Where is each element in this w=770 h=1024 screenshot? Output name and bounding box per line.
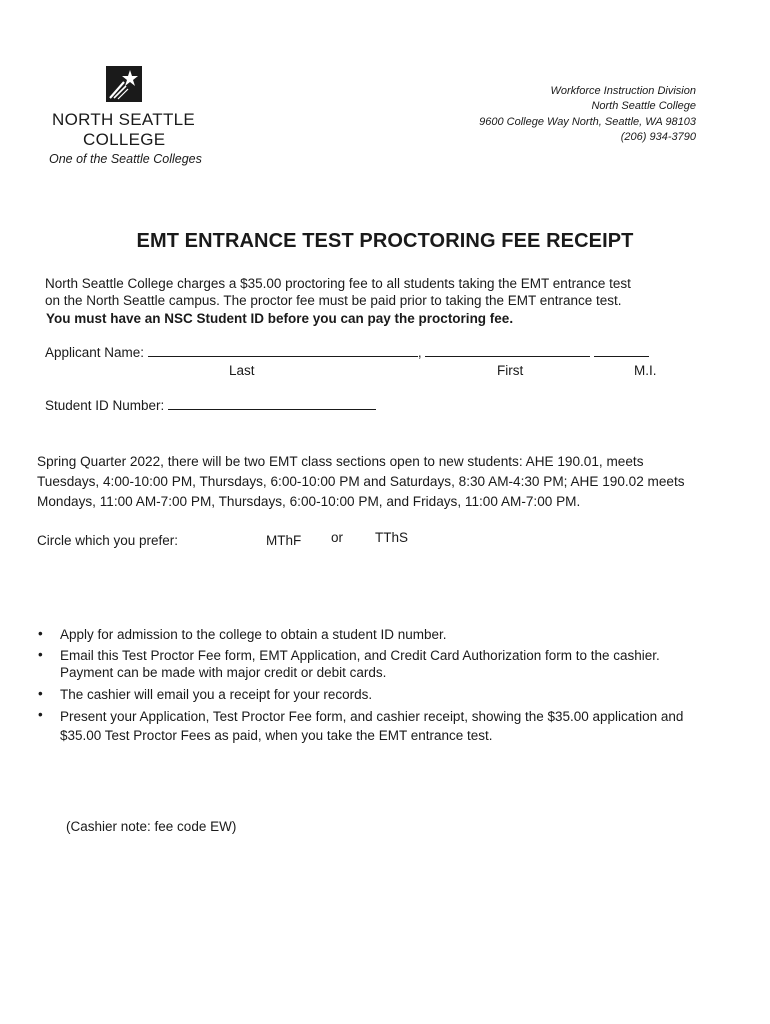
last-name-field[interactable]	[148, 345, 418, 357]
schedule-line3: Mondays, 11:00 AM-7:00 PM, Thursdays, 6:00-10:00 PM, and Fridays, 11:00 AM-7:00 PM.	[37, 494, 581, 509]
address-phone: (206) 934-3790	[620, 131, 696, 143]
logo-line1: NORTH SEATTLE	[52, 110, 196, 129]
bullet-icon: •	[38, 707, 43, 722]
last-label: Last	[229, 363, 255, 378]
bullet-icon: •	[38, 686, 43, 701]
first-label: First	[497, 363, 524, 378]
student-id-label: Student ID Number:	[45, 398, 165, 413]
bullet-item-2: Email this Test Proctor Fee form, EMT Application, and Credit Card Authorization form to the cashier. Payment can be made with major credit or debit cards.	[60, 648, 660, 680]
bullet-item-4: Present your Application, Test Proctor Fee form, and cashier receipt, showing the $35.00 application and $35.00 Test Proctor Fees as paid, when you take the EMT entrance test.	[60, 709, 684, 743]
bullet-icon: •	[38, 647, 43, 662]
bullet-item-3: The cashier will email you a receipt for your records.	[60, 687, 373, 702]
starburst-logo-icon	[106, 66, 142, 102]
middle-initial-field[interactable]	[594, 345, 649, 357]
intro-line1: North Seattle College charges a $35.00 proctoring fee to all students taking the EMT entrance test	[45, 276, 631, 291]
bullet-icon: •	[38, 626, 43, 641]
address-division: Workforce Instruction Division	[550, 85, 696, 97]
student-id-row	[45, 398, 376, 413]
schedule-line2: Tuesdays, 4:00-10:00 PM, Thursdays, 6:00-10:00 PM and Saturdays, 8:30 AM-4:30 PM; AHE 190.02 meets	[37, 474, 685, 489]
cashier-note: (Cashier note: fee code EW)	[66, 819, 237, 834]
name-comma: ,	[417, 345, 422, 360]
option-or: or	[331, 530, 344, 545]
address-college: North Seattle College	[591, 100, 696, 112]
address-street: 9600 College Way North, Seattle, WA 98103	[479, 116, 696, 128]
option-mthf[interactable]: MThF	[266, 533, 302, 548]
logo-line2: COLLEGE	[83, 130, 166, 149]
applicant-name-label: Applicant Name:	[45, 345, 145, 360]
bullet-item-1: Apply for admission to the college to obtain a student ID number.	[60, 627, 447, 642]
intro-line3: You must have an NSC Student ID before you can pay the proctoring fee.	[46, 311, 514, 326]
applicant-name-row	[45, 345, 649, 360]
option-tths[interactable]: TThS	[375, 530, 409, 545]
schedule-line1: Spring Quarter 2022, there will be two EMT class sections open to new students: AHE 190.01, meets	[37, 454, 644, 469]
mi-label: M.I.	[634, 363, 657, 378]
intro-line2: on the North Seattle campus. The proctor fee must be paid prior to taking the EMT entrance test.	[45, 293, 622, 308]
first-name-field[interactable]	[425, 345, 590, 357]
logo-tagline: One of the Seattle Colleges	[49, 152, 202, 166]
circle-label: Circle which you prefer:	[37, 533, 179, 548]
page-title: EMT ENTRANCE TEST PROCTORING FEE RECEIPT	[136, 230, 634, 252]
student-id-field[interactable]	[168, 398, 376, 410]
